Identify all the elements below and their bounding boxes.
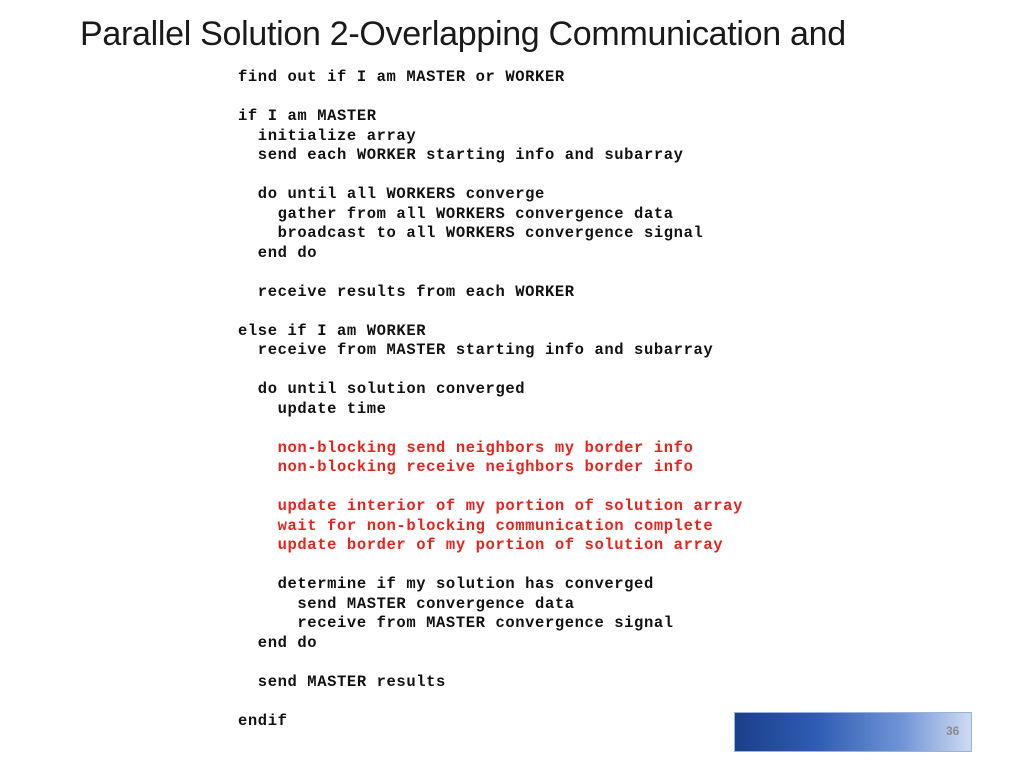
code-line: if I am MASTER xyxy=(238,107,377,125)
code-line xyxy=(238,88,743,108)
footer-gradient-bar xyxy=(734,712,972,752)
code-line: do until solution converged xyxy=(238,380,526,398)
code-line-highlighted: wait for non-blocking communication complete xyxy=(238,516,714,535)
code-line xyxy=(238,419,743,439)
code-line xyxy=(238,302,743,322)
code-line xyxy=(238,556,743,576)
code-line: endif xyxy=(238,711,288,730)
code-line: update time xyxy=(238,399,387,418)
code-line xyxy=(238,478,743,498)
code-line: initialize array xyxy=(238,126,417,145)
slide-title: Parallel Solution 2-Overlapping Communication and xyxy=(80,15,846,53)
code-line: end do xyxy=(238,243,318,262)
code-line-highlighted: non-blocking send neighbors my border info xyxy=(238,438,694,457)
code-line xyxy=(238,361,743,381)
code-line xyxy=(238,263,743,283)
code-line: send MASTER results xyxy=(238,672,446,691)
code-line xyxy=(238,653,743,673)
code-line: send MASTER convergence data xyxy=(238,594,575,613)
code-line: receive results from each WORKER xyxy=(238,282,575,301)
code-line: broadcast to all WORKERS convergence signal xyxy=(238,224,704,242)
code-line-highlighted: update interior of my portion of solution array xyxy=(238,497,743,515)
code-line: gather from all WORKERS convergence data xyxy=(238,204,674,223)
code-line: send each WORKER starting info and subarray xyxy=(238,146,684,164)
code-line: do until all WORKERS converge xyxy=(238,185,545,203)
code-line xyxy=(238,692,743,712)
code-line: receive from MASTER starting info and subarray xyxy=(238,341,714,359)
pseudocode-block xyxy=(238,68,743,731)
code-line: else if I am WORKER xyxy=(238,321,427,340)
code-line: find out if I am MASTER or WORKER xyxy=(238,68,565,86)
code-line: end do xyxy=(238,633,318,652)
code-line-highlighted: non-blocking receive neighbors border info xyxy=(238,458,694,476)
page-number: 36 xyxy=(946,724,960,738)
code-line: receive from MASTER convergence signal xyxy=(238,614,674,632)
code-line: determine if my solution has converged xyxy=(238,575,654,593)
code-line xyxy=(238,166,743,186)
code-line-highlighted: update border of my portion of solution array xyxy=(238,536,724,554)
